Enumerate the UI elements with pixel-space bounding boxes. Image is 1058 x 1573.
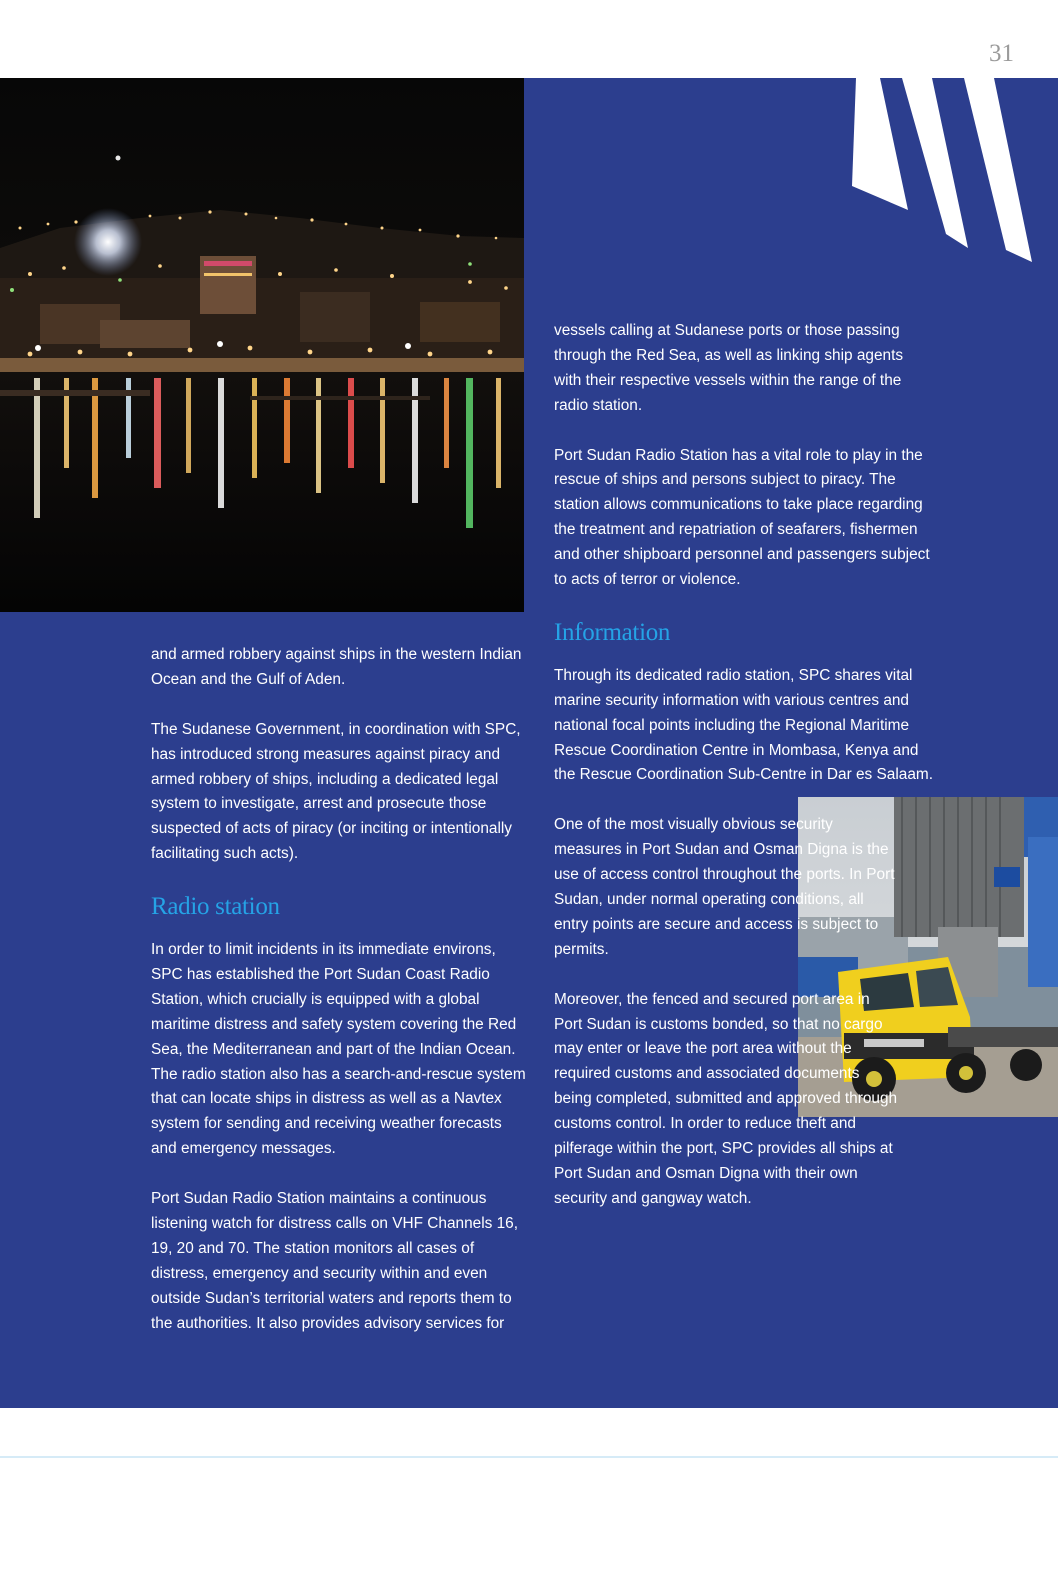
left-text-column — [151, 643, 531, 1361]
information-sharing-paragraph: Through its dedicated radio station, SPC shares vital marine security information with various centres and national focal points including the Regional Maritime Rescue Coordination Centre in Mombasa, Kenya and the Rescue Coordination Sub-Centre in Dar es Salaam. — [554, 666, 933, 784]
radio-station-heading: Radio station — [151, 893, 280, 921]
right-text-column — [554, 319, 934, 1573]
coast-radio-paragraph: In order to limit incidents in its immediate environs, SPC has established the Port Sudan Coast Radio Station, which crucially is equipped with a global maritime distress and safety system covering the Red Sea, the Mediterranean and part of the Indian Ocean. The radio station also has a search-and-rescue system that can locate ships in distress as well as a Navtex system for sending and receiving weather forecasts and emergency messages. — [151, 941, 526, 1158]
customs-bonded-paragraph: Moreover, the fenced and secured port area in Port Sudan is customs bonded, so that no cargo may enter or leave the port area without the required customs and associated documents being completed, submitted and approved through customs control. In order to reduce theft and pilferage within the port, SPC provides all ships at Port Sudan and Osman Digna with their own security and gangway watch. — [554, 990, 898, 1207]
vessels-calling-paragraph: vessels calling at Sudanese ports or those passing through the Red Sea, as well as linking ship agents with their respective vessels within the range of the radio station. — [554, 322, 904, 414]
footer-rule — [0, 1456, 1058, 1458]
decorative-stripes — [840, 78, 1058, 268]
page-number: 31 — [989, 40, 1014, 67]
government-measures-paragraph: The Sudanese Government, in coordination with SPC, has introduced strong measures against piracy and armed robbery of ships, including a dedicated legal system to investigate, arrest and prosecute those suspected of acts of piracy (or inciting or intentionally facilitating such acts). — [151, 720, 521, 863]
port-sudan-night-photo — [0, 78, 524, 612]
rescue-role-paragraph: Port Sudan Radio Station has a vital role to play in the rescue of ships and persons subject to piracy. The station allows communications to take place regarding the treatment and repatriation of seafarers, fishermen and other shipboard personnel and passengers subject to acts of terror or violence. — [554, 446, 930, 589]
image-wrap-space — [900, 813, 1058, 1573]
information-heading: Information — [554, 618, 671, 646]
listening-watch-paragraph: Port Sudan Radio Station maintains a continuous listening watch for distress calls on VHF Channels 16, 19, 20 and 70. The station monitors all cases of distress, emergency and security within and even outside Sudan’s territorial waters and reports them to the authorities. It also provides advisory services for — [151, 1190, 518, 1332]
access-control-paragraph: One of the most visually obvious security measures in Port Sudan and Osman Digna is the use of access control throughout the ports. In Port Sudan, under normal operating conditions, all entry points are secure and access is subject to permits. — [554, 816, 895, 958]
piracy-continued-paragraph: and armed robbery against ships in the western Indian Ocean and the Gulf of Aden. — [151, 646, 522, 688]
